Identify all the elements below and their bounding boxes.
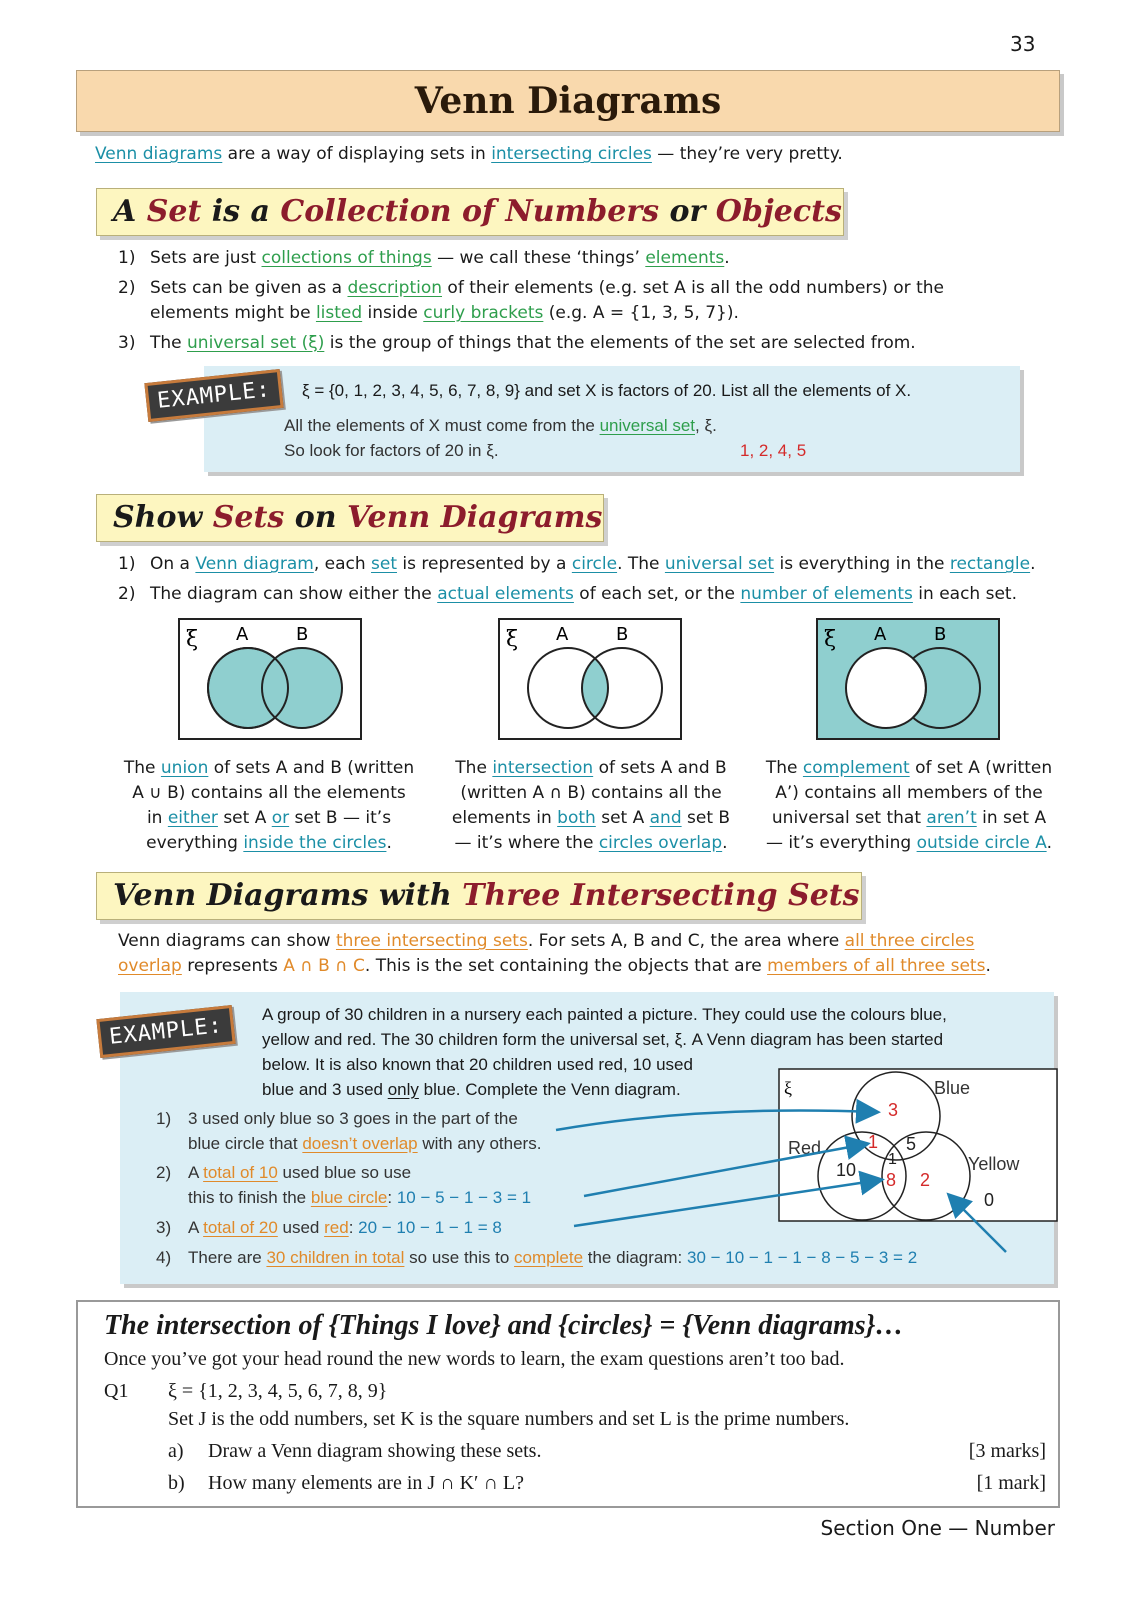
list-text: On a [150,554,196,574]
example2-badge: EXAMPLE: [96,1005,235,1058]
list-text: in each set. [912,584,1017,604]
heading-part: Show [113,500,213,535]
calculation: 10 − 5 − 1 − 3 = 1 [396,1188,532,1207]
step-3: 3) A total of 20 used red: 20 − 10 − 1 − 1 = 8 [156,1218,502,1237]
page-number: 33 [1010,32,1036,56]
list-text: is represented by a [397,554,572,574]
heading-highlight: Venn Diagrams [346,500,603,535]
list-text: Sets can be given as a [150,278,348,298]
blue-only-value: 3 [888,1100,899,1120]
exam-question-box [76,1300,1060,1508]
question-part-a-marks: [3 marks] [968,1440,1046,1462]
question-label: Q1 [104,1380,129,1402]
red-label: Red [788,1138,822,1158]
question-part-b-text: How many elements are in J ∩ K′ ∩ L? [208,1472,524,1494]
key-term: number of elements [740,584,913,604]
key-term: intersection [492,758,594,778]
list-text: is the group of things that the elements of the set are selected from. [324,333,916,353]
key-term: 30 children in total [266,1248,405,1267]
key-term: Venn diagram [195,554,314,574]
list-text: The diagram can show either the [150,584,438,604]
set-b-label: B [616,624,629,645]
key-term: actual elements [437,584,574,604]
yellow-only-value: 2 [920,1170,931,1190]
page-title: Venn Diagrams [414,80,722,122]
calculation: 30 − 10 − 1 − 1 − 8 − 5 − 3 = 2 [686,1248,918,1267]
set-b-label: B [934,624,947,645]
outside-value: 0 [984,1190,995,1210]
key-term: and [649,808,682,828]
list-text: inside [362,303,424,323]
blue-red-value: 1 [868,1132,879,1152]
key-term: aren’t [926,808,977,828]
key-term: blue circle [310,1188,388,1207]
question-line-1: ξ = {1, 2, 3, 4, 5, 6, 7, 8, 9} [168,1380,388,1402]
key-term: both [557,808,596,828]
blue-label: Blue [934,1078,971,1098]
set-a-label: A [236,624,249,645]
key-term: curly brackets [423,303,544,323]
arrow-step-3 [574,1180,880,1226]
key-term: circles overlap [598,833,723,853]
intro-term-circles: intersecting circles [491,144,652,164]
list-text: , each [313,554,372,574]
key-term: complete [514,1248,584,1267]
question-part-a-text: Draw a Venn diagram showing these sets. [208,1440,542,1462]
heading-highlight: Collection of Numbers [280,194,660,229]
key-term: either [167,808,218,828]
list-text: — we call these ‘things’ [431,248,646,268]
question-part-b-marks: [1 mark] [976,1472,1046,1494]
intersection-caption: The intersection of sets A and B (written A ∩ B) contains all the elements in both set A and set B — it’s where the circles overlap. [451,758,731,853]
heading-part: Venn Diagrams with [113,878,463,913]
question-line-2: Set J is the odd numbers, set K is the square numbers and set L is the prime numbers. [168,1408,850,1430]
key-term: rectangle [949,554,1031,574]
list-text: is everything in the [774,554,950,574]
heading-part: is a [201,194,281,229]
yellow-label: Yellow [968,1154,1020,1174]
key-term: red [324,1218,349,1237]
key-term: set [371,554,398,574]
set-b-label: B [296,624,309,645]
key-term: three intersecting sets [335,931,528,951]
heading-highlight: Three Intersecting Sets [462,878,860,913]
heading-highlight: Set [146,194,202,229]
step-4: 4) There are 30 children in total so use this to complete the diagram: 30 − 10 − 1 − 1 − 8 − 5 − 3 = 2 [156,1248,918,1267]
key-term: listed [315,303,363,323]
key-term: universal set [664,554,775,574]
section-footer: Section One — Number [820,1516,1055,1540]
exam-intro: Once you’ve got your head round the new words to learn, the exam questions aren’t too bad. [104,1348,845,1370]
heading-highlight: Objects [715,194,842,229]
key-term: overlap [118,956,182,976]
example2-question: A group of 30 children in a nursery each painted a picture. They could use the colours blue, yellow and red. The 30 children form the universal set, ξ. A Venn diagram has been started below. It is also known that 20 children used red, 10 used blue and 3 used only blue. Complete the Venn diagram. [262,1005,947,1099]
key-term: inside the circles [243,833,387,853]
list-text: The [150,333,188,353]
heading-part: on [284,500,347,535]
example1-badge: EXAMPLE: [144,369,283,422]
list-text: of each set, or the [573,584,741,604]
key-term: circle [571,554,618,574]
list-text: . The [617,554,665,574]
red-yellow-value: 8 [886,1170,897,1190]
list-text: of their elements (e.g. set A is all the odd numbers) or the [442,278,944,298]
list-text: Sets are just [150,248,262,268]
question-part-b-label: b) [168,1472,185,1494]
xi-label: ξ [784,1078,793,1098]
list-text: (e.g. A = {1, 3, 5, 7}). [543,303,739,323]
section3-intro: Venn diagrams can show three intersecting sets. For sets A, B and C, the area where all three circles overlap represents A ∩ B ∩ C. This is the set containing the objects that are members of all three sets. [118,931,991,976]
heading-part: or [659,194,716,229]
heading-part: A [113,194,147,229]
all-three-value: 1 [888,1151,897,1168]
xi-label: ξ [186,627,199,652]
key-term: members of all three sets [767,956,986,976]
key-term: collections of things [261,248,432,268]
emphasis-word: only [387,1080,419,1099]
exam-heading: The intersection of {Things I love} and {circles} = {Venn diagrams}… [104,1310,904,1341]
step-2: 2) A total of 10 used blue so use this to finish the blue circle: 10 − 5 − 1 − 3 = 1 [156,1163,532,1207]
set-a-label: A [874,624,887,645]
arrow-step-4 [950,1196,1006,1252]
list-number: 2) [118,584,136,604]
heading-highlight: Sets [212,500,285,535]
key-term: doesn’t overlap [302,1134,418,1153]
xi-label: ξ [506,627,519,652]
question-part-a-label: a) [168,1440,184,1462]
key-term: universal set [599,416,696,435]
list-number: 1) [118,554,136,574]
complement-caption: The complement of set A (written A’) contains all members of the universal set that aren’t in set A — it’s everything outside circle A. [765,758,1053,853]
working-text: All the elements of X must come from the [284,416,600,435]
red-only-value: 10 [836,1160,857,1180]
key-term: union [160,758,209,778]
example1-working-2: So look for factors of 20 in ξ. [284,441,499,460]
intro-part: are a way of displaying sets in [222,144,492,164]
list-text: elements might be [150,303,316,323]
list-number: 2) [118,278,136,298]
intro-part: — they’re very pretty. [651,144,843,164]
set-a-label: A [556,624,569,645]
list-number: 1) [118,248,136,268]
key-term: universal set (ξ) [187,333,325,353]
key-term: or [271,808,290,828]
key-term: A ∩ B ∩ C [283,956,365,976]
key-term: total of 20 [203,1218,278,1237]
example1-question: ξ = {0, 1, 2, 3, 4, 5, 6, 7, 8, 9} and set X is factors of 20. List all the elements of X. [302,381,912,400]
key-term: complement [802,758,910,778]
xi-label: ξ [824,627,837,652]
example1-answer: 1, 2, 4, 5 [740,441,807,460]
list-text: . [1030,554,1036,574]
key-term: all three circles [844,931,975,951]
arrow-step-1 [556,1110,876,1130]
union-caption: The union of sets A and B (written A ∪ B) contains all the elements in either set A or set B — it’s everything inside the circles. [123,758,415,853]
list-text: . [724,248,730,268]
key-term: total of 10 [203,1163,278,1182]
working-text: , ξ. [695,416,717,435]
calculation: 20 − 10 − 1 − 1 = 8 [358,1218,502,1237]
blue-yellow-value: 5 [906,1134,917,1154]
list-number: 3) [118,333,136,353]
key-term: description [347,278,443,298]
intro-term-venn: Venn diagrams [95,144,223,164]
key-term: outside circle A [916,833,1047,853]
step-1: 1) 3 used only blue so 3 goes in the part of the blue circle that doesn’t overlap with any others. [156,1109,542,1153]
key-term: elements [645,248,725,268]
